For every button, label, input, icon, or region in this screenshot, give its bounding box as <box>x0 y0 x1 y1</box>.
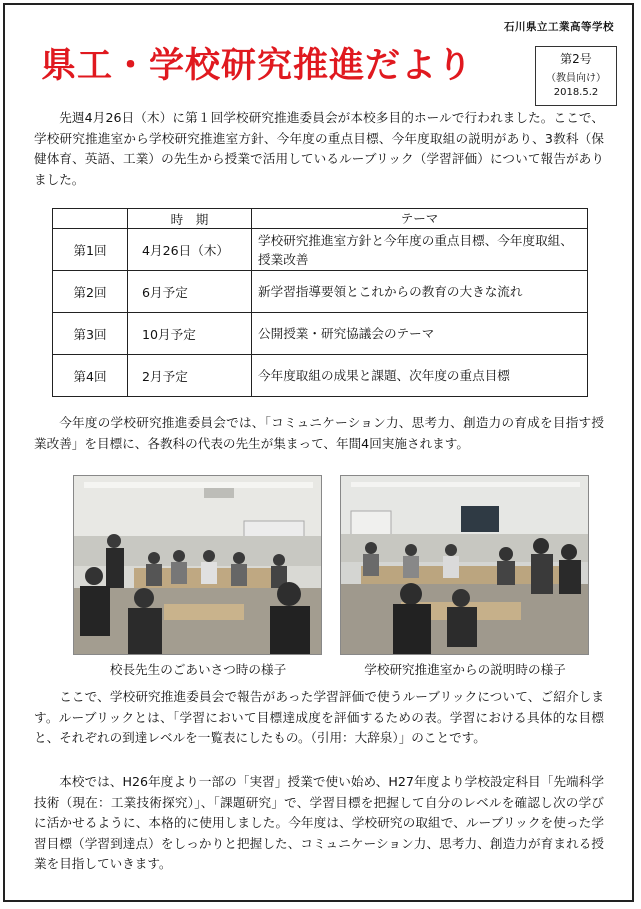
schedule-header-row <box>53 209 588 229</box>
meeting-number: 第3回 <box>53 313 128 355</box>
photo-caption-greeting: 校長先生のごあいさつ時の様子 <box>109 662 287 677</box>
rubric-usage-paragraph: 本校では、H26年度より一部の「実習」授業で使い始め、H27年度より学校設定科目「先端科学技術（現在：工業技術探究）」、「課題研究」で、学習目標を把握して自分のレベルを確認し次の学びに活かせるように、本格的に使用しました。今年度は、学校研究の取組で、ルーブリックを使った学習目標（学習到達点）をしっかりと把握した、コミュニケーション力、思考力、創造力が育まれる授業を目指していきます。 <box>34 774 604 871</box>
intro-paragraph: 先週4月26日（木）に第１回学校研究推進委員会が本校多目的ホールで行われました。ここで、学校研究推進室から学校研究推進室方針、今年度の重点目標、今年度取組の説明があり、3教科（保健体育、英語、工業）の先生から授業で活用しているルーブリック（学習評価）について報告がありました。 <box>34 110 604 187</box>
meeting-number: 第1回 <box>53 229 128 271</box>
meeting-period: 6月予定 <box>128 271 252 313</box>
meeting-theme: 公開授業・研究協議会のテーマ <box>252 313 588 355</box>
meeting-number: 第2回 <box>53 271 128 313</box>
schedule-row <box>53 355 588 397</box>
issue-number: 第2号 <box>560 52 592 66</box>
meeting-period: 4月26日（木） <box>128 229 252 271</box>
meeting-photo-explanation <box>340 475 589 655</box>
school-name: 石川県立工業高等学校 <box>504 21 614 33</box>
meeting-period: 10月予定 <box>128 313 252 355</box>
schedule-table <box>52 208 588 397</box>
meeting-goal-paragraph: 今年度の学校研究推進委員会では、「コミュニケーション力、思考力、創造力の育成を目指す授業改善」を目標に、各教科の代表の先生が集まって、年間4回実施されます。 <box>34 415 604 451</box>
schedule-row <box>53 313 588 355</box>
photo-caption-explanation: 学校研究推進室からの説明時の様子 <box>364 662 566 677</box>
issue-date: 2018.5.2 <box>553 87 599 98</box>
issue-box <box>535 46 617 106</box>
meeting-theme: 今年度取組の成果と課題、次年度の重点目標 <box>252 355 588 397</box>
header-cell-period: 時 期 <box>128 209 252 229</box>
header-cell-theme: テーマ <box>252 209 588 229</box>
meeting-theme: 新学習指導要領とこれからの教育の大きな流れ <box>252 271 588 313</box>
header-cell-number <box>53 209 128 229</box>
newsletter-title: 県工・学校研究推進だより <box>41 46 474 86</box>
meeting-photo-greeting <box>73 475 322 655</box>
meeting-period: 2月予定 <box>128 355 252 397</box>
schedule-row <box>53 229 588 271</box>
meeting-number: 第4回 <box>53 355 128 397</box>
rubric-definition-paragraph: ここで、学校研究推進委員会で報告があった学習評価で使うルーブリックについて、ご紹介します。ルーブリックとは、「学習において目標達成度を評価するための表。学習における具体的な目標と、それぞれの到達レベルを一覧表にしたもの。（引用：大辞泉）」のことです。 <box>34 689 604 745</box>
issue-audience: （教員向け） <box>546 73 606 84</box>
schedule-row <box>53 271 588 313</box>
meeting-theme: 学校研究推進室方針と今年度の重点目標、今年度取組、授業改善 <box>252 229 588 271</box>
